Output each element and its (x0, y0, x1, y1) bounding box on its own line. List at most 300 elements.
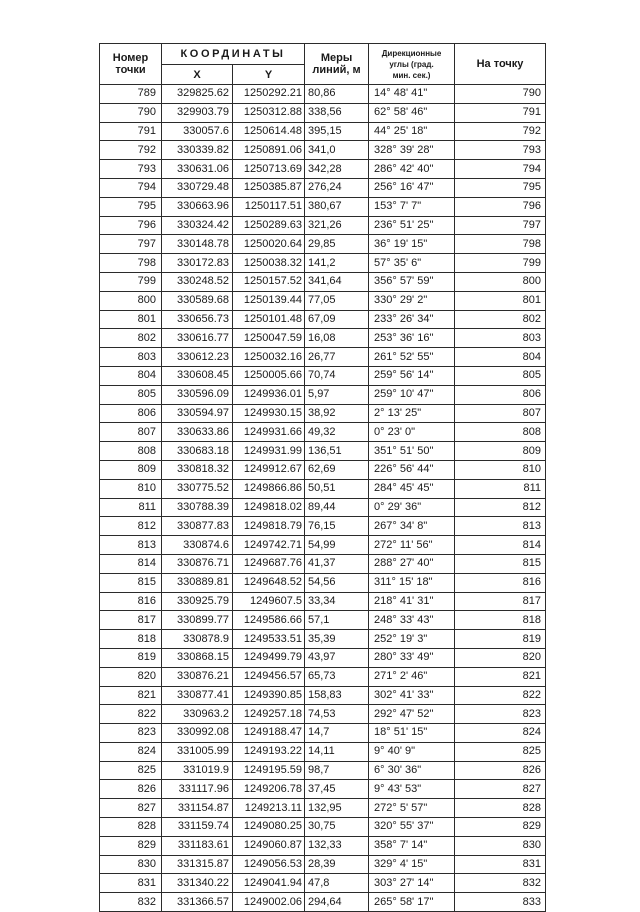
cell-line-length: 338,56 (305, 103, 369, 122)
cell-direction-angle: 358° 7' 14" (369, 836, 455, 855)
table-row (100, 836, 546, 855)
table-row (100, 216, 546, 235)
table-row (100, 592, 546, 611)
cell-y: 1249818.02 (233, 498, 305, 517)
table-row (100, 404, 546, 423)
cell-point-number: 803 (100, 348, 162, 367)
cell-line-length: 89,44 (305, 498, 369, 517)
cell-to-point: 816 (455, 573, 546, 592)
cell-y: 1250047.59 (233, 329, 305, 348)
cell-point-number: 816 (100, 592, 162, 611)
table-row (100, 160, 546, 179)
cell-direction-angle: 272° 11' 56" (369, 536, 455, 555)
table-row (100, 667, 546, 686)
cell-line-length: 16,08 (305, 329, 369, 348)
cell-y: 1249931.66 (233, 423, 305, 442)
cell-x: 331117.96 (162, 780, 233, 799)
cell-to-point: 828 (455, 799, 546, 818)
cell-line-length: 29,85 (305, 235, 369, 254)
cell-line-length: 37,45 (305, 780, 369, 799)
cell-line-length: 41,37 (305, 554, 369, 573)
cell-point-number: 808 (100, 442, 162, 461)
cell-point-number: 811 (100, 498, 162, 517)
cell-line-length: 30,75 (305, 818, 369, 837)
cell-to-point: 794 (455, 160, 546, 179)
cell-to-point: 832 (455, 874, 546, 893)
cell-line-length: 54,99 (305, 536, 369, 555)
cell-point-number: 807 (100, 423, 162, 442)
cell-line-length: 321,26 (305, 216, 369, 235)
cell-point-number: 817 (100, 611, 162, 630)
table-row (100, 479, 546, 498)
cell-to-point: 806 (455, 385, 546, 404)
header-line-length-line1: Меры (320, 52, 353, 64)
cell-line-length: 5,97 (305, 385, 369, 404)
table-row (100, 385, 546, 404)
table-row (100, 893, 546, 912)
cell-y: 1250005.66 (233, 366, 305, 385)
cell-to-point: 800 (455, 272, 546, 291)
cell-direction-angle: 284° 45' 45" (369, 479, 455, 498)
table-row (100, 498, 546, 517)
cell-line-length: 380,67 (305, 197, 369, 216)
table-row (100, 423, 546, 442)
cell-x: 331154.87 (162, 799, 233, 818)
cell-direction-angle: 36° 19' 15" (369, 235, 455, 254)
cell-point-number: 790 (100, 103, 162, 122)
cell-direction-angle: 0° 23' 0" (369, 423, 455, 442)
cell-y: 1249080.25 (233, 818, 305, 837)
cell-y: 1249687.76 (233, 554, 305, 573)
cell-x: 330631.06 (162, 160, 233, 179)
cell-to-point: 821 (455, 667, 546, 686)
cell-y: 1249607.5 (233, 592, 305, 611)
cell-point-number: 815 (100, 573, 162, 592)
cell-point-number: 827 (100, 799, 162, 818)
cell-to-point: 814 (455, 536, 546, 555)
table-row (100, 103, 546, 122)
cell-x: 330889.81 (162, 573, 233, 592)
table-row (100, 291, 546, 310)
cell-direction-angle: 272° 5' 57" (369, 799, 455, 818)
cell-direction-angle: 259° 56' 14" (369, 366, 455, 385)
cell-direction-angle: 9° 43' 53" (369, 780, 455, 799)
cell-direction-angle: 267° 34' 8" (369, 517, 455, 536)
cell-line-length: 47,8 (305, 874, 369, 893)
cell-x: 330877.83 (162, 517, 233, 536)
table-row (100, 705, 546, 724)
cell-to-point: 804 (455, 348, 546, 367)
cell-direction-angle: 44° 25' 18" (369, 122, 455, 141)
table-row (100, 724, 546, 743)
cell-y: 1249193.22 (233, 742, 305, 761)
cell-point-number: 825 (100, 761, 162, 780)
cell-direction-angle: 302° 41' 33" (369, 686, 455, 705)
cell-y: 1249818.79 (233, 517, 305, 536)
cell-y: 1250139.44 (233, 291, 305, 310)
cell-x: 330612.23 (162, 348, 233, 367)
table-row (100, 178, 546, 197)
cell-x: 330874.6 (162, 536, 233, 555)
cell-y: 1249257.18 (233, 705, 305, 724)
cell-direction-angle: 351° 51' 50" (369, 442, 455, 461)
header-to-point: На точку (455, 44, 546, 85)
cell-to-point: 813 (455, 517, 546, 536)
cell-y: 1249195.59 (233, 761, 305, 780)
cell-to-point: 803 (455, 329, 546, 348)
cell-point-number: 831 (100, 874, 162, 893)
cell-direction-angle: 328° 39' 28" (369, 141, 455, 160)
table-row (100, 85, 546, 104)
cell-point-number: 824 (100, 742, 162, 761)
cell-line-length: 341,64 (305, 272, 369, 291)
cell-point-number: 821 (100, 686, 162, 705)
cell-direction-angle: 329° 4' 15" (369, 855, 455, 874)
cell-line-length: 33,34 (305, 592, 369, 611)
table-row (100, 761, 546, 780)
table-row (100, 818, 546, 837)
header-direction-angles (369, 44, 455, 85)
cell-point-number: 789 (100, 85, 162, 104)
table-row (100, 272, 546, 291)
header-point-number (100, 44, 162, 85)
cell-line-length: 98,7 (305, 761, 369, 780)
cell-direction-angle: 259° 10' 47" (369, 385, 455, 404)
cell-point-number: 796 (100, 216, 162, 235)
cell-to-point: 809 (455, 442, 546, 461)
cell-to-point: 801 (455, 291, 546, 310)
cell-point-number: 830 (100, 855, 162, 874)
cell-y: 1249213.11 (233, 799, 305, 818)
cell-point-number: 797 (100, 235, 162, 254)
cell-y: 1249206.78 (233, 780, 305, 799)
cell-to-point: 820 (455, 648, 546, 667)
table-row (100, 573, 546, 592)
cell-line-length: 342,28 (305, 160, 369, 179)
cell-direction-angle: 253° 36' 16" (369, 329, 455, 348)
cell-y: 1250713.69 (233, 160, 305, 179)
cell-direction-angle: 280° 33' 49" (369, 648, 455, 667)
cell-to-point: 815 (455, 554, 546, 573)
cell-point-number: 828 (100, 818, 162, 837)
cell-x: 329825.62 (162, 85, 233, 104)
table-row (100, 686, 546, 705)
table-row (100, 780, 546, 799)
table-row (100, 310, 546, 329)
cell-x: 330172.83 (162, 254, 233, 273)
cell-x: 330589.68 (162, 291, 233, 310)
cell-point-number: 809 (100, 460, 162, 479)
cell-point-number: 820 (100, 667, 162, 686)
cell-y: 1249586.66 (233, 611, 305, 630)
cell-x: 329903.79 (162, 103, 233, 122)
cell-to-point: 805 (455, 366, 546, 385)
header-line-length-line2: линий, м (312, 64, 361, 76)
cell-x: 330633.86 (162, 423, 233, 442)
cell-line-length: 65,73 (305, 667, 369, 686)
cell-x: 330876.21 (162, 667, 233, 686)
cell-x: 330057.6 (162, 122, 233, 141)
cell-direction-angle: 218° 41' 31" (369, 592, 455, 611)
cell-point-number: 798 (100, 254, 162, 273)
cell-to-point: 826 (455, 761, 546, 780)
table-row (100, 799, 546, 818)
cell-x: 331315.87 (162, 855, 233, 874)
cell-to-point: 833 (455, 893, 546, 912)
cell-y: 1249456.57 (233, 667, 305, 686)
cell-y: 1250292.21 (233, 85, 305, 104)
cell-x: 330148.78 (162, 235, 233, 254)
cell-direction-angle: 6° 30' 36" (369, 761, 455, 780)
table-row (100, 742, 546, 761)
cell-x: 330596.09 (162, 385, 233, 404)
cell-to-point: 819 (455, 630, 546, 649)
cell-y: 1249041.94 (233, 874, 305, 893)
cell-point-number: 804 (100, 366, 162, 385)
cell-line-length: 80,86 (305, 85, 369, 104)
cell-x: 330616.77 (162, 329, 233, 348)
cell-y: 1250385.87 (233, 178, 305, 197)
table-row (100, 874, 546, 893)
cell-direction-angle: 292° 47' 52" (369, 705, 455, 724)
cell-to-point: 830 (455, 836, 546, 855)
cell-line-length: 132,95 (305, 799, 369, 818)
cell-direction-angle: 2° 13' 25" (369, 404, 455, 423)
cell-x: 331183.61 (162, 836, 233, 855)
table-header (100, 44, 546, 85)
cell-to-point: 791 (455, 103, 546, 122)
cell-line-length: 62,69 (305, 460, 369, 479)
cell-to-point: 831 (455, 855, 546, 874)
cell-line-length: 74,53 (305, 705, 369, 724)
cell-to-point: 797 (455, 216, 546, 235)
cell-direction-angle: 265° 58' 17" (369, 893, 455, 912)
cell-y: 1249930.15 (233, 404, 305, 423)
cell-to-point: 795 (455, 178, 546, 197)
cell-point-number: 795 (100, 197, 162, 216)
cell-to-point: 810 (455, 460, 546, 479)
cell-y: 1249499.79 (233, 648, 305, 667)
cell-direction-angle: 288° 27' 40" (369, 554, 455, 573)
cell-direction-angle: 252° 19' 3" (369, 630, 455, 649)
cell-y: 1249056.53 (233, 855, 305, 874)
cell-direction-angle: 248° 33' 43" (369, 611, 455, 630)
table-row (100, 611, 546, 630)
cell-point-number: 829 (100, 836, 162, 855)
cell-point-number: 812 (100, 517, 162, 536)
cell-line-length: 76,15 (305, 517, 369, 536)
cell-direction-angle: 14° 48' 41" (369, 85, 455, 104)
cell-x: 330608.45 (162, 366, 233, 385)
cell-point-number: 810 (100, 479, 162, 498)
cell-x: 330729.48 (162, 178, 233, 197)
cell-direction-angle: 330° 29' 2" (369, 291, 455, 310)
cell-y: 1250038.32 (233, 254, 305, 273)
cell-line-length: 136,51 (305, 442, 369, 461)
cell-x: 331340.22 (162, 874, 233, 893)
table-row (100, 235, 546, 254)
table-row (100, 442, 546, 461)
cell-to-point: 817 (455, 592, 546, 611)
cell-to-point: 808 (455, 423, 546, 442)
cell-direction-angle: 356° 57' 59" (369, 272, 455, 291)
cell-line-length: 294,64 (305, 893, 369, 912)
cell-line-length: 54,56 (305, 573, 369, 592)
cell-to-point: 812 (455, 498, 546, 517)
cell-line-length: 49,32 (305, 423, 369, 442)
cell-y: 1249866.86 (233, 479, 305, 498)
cell-line-length: 77,05 (305, 291, 369, 310)
cell-direction-angle: 256° 16' 47" (369, 178, 455, 197)
cell-point-number: 793 (100, 160, 162, 179)
table-row (100, 517, 546, 536)
cell-x: 330899.77 (162, 611, 233, 630)
cell-line-length: 67,09 (305, 310, 369, 329)
cell-x: 331019.9 (162, 761, 233, 780)
cell-direction-angle: 311° 15' 18" (369, 573, 455, 592)
cell-point-number: 801 (100, 310, 162, 329)
cell-direction-angle: 303° 27' 14" (369, 874, 455, 893)
cell-x: 330992.08 (162, 724, 233, 743)
cell-point-number: 799 (100, 272, 162, 291)
cell-y: 1249390.85 (233, 686, 305, 705)
cell-point-number: 814 (100, 554, 162, 573)
cell-line-length: 395,15 (305, 122, 369, 141)
cell-x: 330663.96 (162, 197, 233, 216)
cell-x: 330594.97 (162, 404, 233, 423)
cell-to-point: 811 (455, 479, 546, 498)
coordinates-table (99, 43, 546, 912)
cell-line-length: 70,74 (305, 366, 369, 385)
table-row (100, 366, 546, 385)
table-row (100, 460, 546, 479)
cell-line-length: 28,39 (305, 855, 369, 874)
cell-line-length: 14,7 (305, 724, 369, 743)
cell-point-number: 806 (100, 404, 162, 423)
header-x: X (162, 65, 233, 85)
cell-direction-angle: 226° 56' 44" (369, 460, 455, 479)
cell-direction-angle: 9° 40' 9" (369, 742, 455, 761)
cell-to-point: 825 (455, 742, 546, 761)
header-line-length (305, 44, 369, 85)
table-row (100, 197, 546, 216)
cell-x: 330818.32 (162, 460, 233, 479)
cell-y: 1249912.67 (233, 460, 305, 479)
cell-direction-angle: 62° 58' 46" (369, 103, 455, 122)
cell-y: 1249742.71 (233, 536, 305, 555)
cell-point-number: 813 (100, 536, 162, 555)
cell-direction-angle: 286° 42' 40" (369, 160, 455, 179)
cell-y: 1250020.64 (233, 235, 305, 254)
cell-x: 330683.18 (162, 442, 233, 461)
cell-to-point: 822 (455, 686, 546, 705)
cell-line-length: 132,33 (305, 836, 369, 855)
cell-point-number: 822 (100, 705, 162, 724)
cell-x: 330963.2 (162, 705, 233, 724)
cell-line-length: 14,11 (305, 742, 369, 761)
table-row (100, 348, 546, 367)
cell-direction-angle: 261° 52' 55" (369, 348, 455, 367)
cell-line-length: 276,24 (305, 178, 369, 197)
cell-y: 1249936.01 (233, 385, 305, 404)
cell-direction-angle: 57° 35' 6" (369, 254, 455, 273)
cell-to-point: 807 (455, 404, 546, 423)
header-point-number-line2: точки (115, 64, 146, 76)
cell-point-number: 791 (100, 122, 162, 141)
table-row (100, 122, 546, 141)
cell-x: 330868.15 (162, 648, 233, 667)
cell-x: 330248.52 (162, 272, 233, 291)
cell-y: 1249188.47 (233, 724, 305, 743)
cell-point-number: 794 (100, 178, 162, 197)
table-body (100, 85, 546, 912)
cell-x: 330339.82 (162, 141, 233, 160)
cell-x: 331366.57 (162, 893, 233, 912)
table-row (100, 536, 546, 555)
cell-line-length: 35,39 (305, 630, 369, 649)
header-direction-line1: Дирекционные (381, 48, 442, 58)
cell-x: 330925.79 (162, 592, 233, 611)
cell-point-number: 832 (100, 893, 162, 912)
coordinates-document (99, 43, 545, 912)
cell-y: 1250312.88 (233, 103, 305, 122)
cell-line-length: 43,97 (305, 648, 369, 667)
header-direction-line3: мин. сек.) (392, 70, 431, 80)
cell-to-point: 802 (455, 310, 546, 329)
cell-to-point: 798 (455, 235, 546, 254)
cell-to-point: 799 (455, 254, 546, 273)
header-coordinates: КООРДИНАТЫ (162, 44, 305, 65)
cell-line-length: 38,92 (305, 404, 369, 423)
cell-to-point: 827 (455, 780, 546, 799)
cell-to-point: 792 (455, 122, 546, 141)
cell-line-length: 26,77 (305, 348, 369, 367)
cell-to-point: 829 (455, 818, 546, 837)
table-row (100, 254, 546, 273)
cell-to-point: 796 (455, 197, 546, 216)
cell-x: 330878.9 (162, 630, 233, 649)
cell-to-point: 793 (455, 141, 546, 160)
cell-line-length: 341,0 (305, 141, 369, 160)
cell-x: 330775.52 (162, 479, 233, 498)
cell-y: 1250289.63 (233, 216, 305, 235)
cell-point-number: 818 (100, 630, 162, 649)
cell-x: 331005.99 (162, 742, 233, 761)
cell-point-number: 802 (100, 329, 162, 348)
cell-y: 1249002.06 (233, 893, 305, 912)
cell-direction-angle: 233° 26' 34" (369, 310, 455, 329)
cell-y: 1249931.99 (233, 442, 305, 461)
cell-direction-angle: 0° 29' 36" (369, 498, 455, 517)
cell-line-length: 158,83 (305, 686, 369, 705)
table-row (100, 855, 546, 874)
cell-x: 331159.74 (162, 818, 233, 837)
cell-direction-angle: 18° 51' 15" (369, 724, 455, 743)
table-row (100, 554, 546, 573)
table-row (100, 329, 546, 348)
cell-direction-angle: 236° 51' 25" (369, 216, 455, 235)
cell-direction-angle: 320° 55' 37" (369, 818, 455, 837)
cell-y: 1249648.52 (233, 573, 305, 592)
cell-x: 330656.73 (162, 310, 233, 329)
cell-y: 1249060.87 (233, 836, 305, 855)
cell-point-number: 792 (100, 141, 162, 160)
cell-point-number: 826 (100, 780, 162, 799)
cell-point-number: 805 (100, 385, 162, 404)
cell-point-number: 823 (100, 724, 162, 743)
cell-y: 1250157.52 (233, 272, 305, 291)
cell-x: 330324.42 (162, 216, 233, 235)
